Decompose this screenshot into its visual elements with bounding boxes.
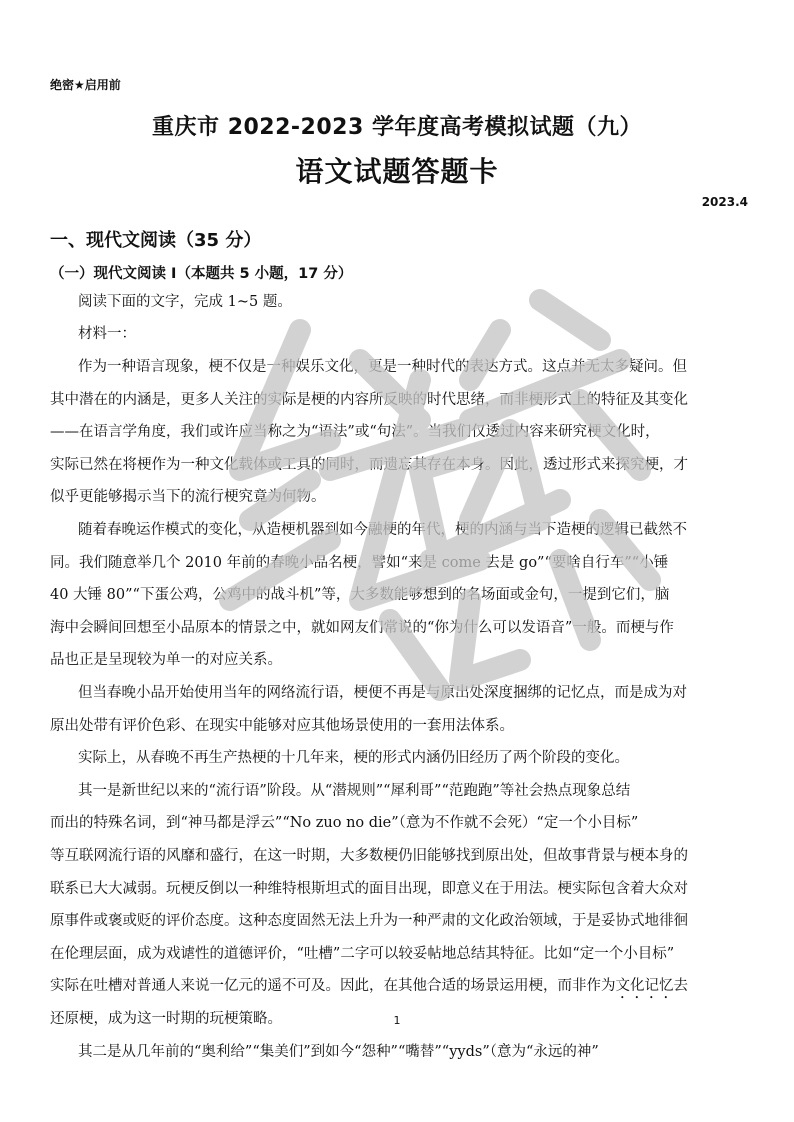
confidential-label: 绝密★启用前	[50, 78, 121, 92]
passage-line: 在伦理层面，成为戏谑性的道德评价，“吐槽”二字可以较妥帖地总结其特征。比如“定一个小目标”	[50, 945, 675, 962]
instruction-text: 阅读下面的文字，完成 1~5 题。	[78, 294, 292, 310]
passage-line: 实际在吐槽对普通人来说一亿元的遥不可及。因此，在其他合适的场景运用梗，而非作为文化记忆去	[50, 978, 688, 995]
passage-line: 海中会瞬间回想至小品原本的情景之中，就如网友们常说的“你为什么可以发语音”一般。而梗与作	[50, 619, 674, 636]
passage-line: ——在语言学角度，我们或许应当称之为“语法”或“句法”。当我们仅透过内容来研究梗文化时，	[50, 424, 660, 441]
passage-line: 联系已大大减弱。玩梗反倒以一种维特根斯坦式的面目出现，即意义在于用法。梗实际包含着大众对	[50, 880, 688, 897]
passage-line: 原出处带有评价色彩、在现实中能够对应其他场景使用的一套用法体系。	[50, 717, 514, 734]
passage-line: 同。我们随意举几个 2010 年前的春晚小品名梗，譬如“来是 come 去是 go”“要啥自行车”“小锤	[50, 554, 669, 571]
passage-line: 实际已然在将梗作为一种文化载体或工具的同时，而遗忘其存在本身。因此，透过形式来探究梗，才	[50, 456, 688, 473]
exam-title: 重庆市 2022-2023 学年度高考模拟试题（九）	[152, 115, 642, 140]
subsection-heading: （一）现代文阅读 I（本题共 5 小题，17 分）	[50, 266, 353, 282]
material-label: 材料一：	[78, 326, 136, 342]
exam-date: 2023.4	[701, 195, 748, 209]
passage-line: 实际上，从春晚不再生产热梗的十几年来，梗的形式内涵仍旧经历了两个阶段的变化。	[78, 750, 629, 767]
passage-line: 作为一种语言现象，梗不仅是一种娱乐文化，更是一种时代的表达方式。这点并无太多疑问。但	[78, 359, 687, 375]
passage-line: 其一是新世纪以来的“流行语”阶段。从“潜规则”“犀利哥”“范跑跑”等社会热点现象总结	[78, 782, 631, 799]
passage-line: 但当春晚小品开始使用当年的网络流行语，梗便不再是与原出处深度捆绑的记忆点，而是成为对	[78, 685, 687, 701]
passage-line: 随着春晚运作模式的变化，从造梗机器到如今融梗的年代，梗的内涵与当下造梗的逻辑已截然不	[78, 522, 687, 538]
passage-line: 还原梗，成为这一时期的玩梗策略。	[50, 1011, 282, 1027]
passage-line: 而出的特殊名词，到“神马都是浮云”“No zuo no die”（意为不作就不会死）“定一个小目标”	[50, 815, 639, 832]
passage-line: 其中潜在的内涵是，更多人关注的实际是梗的内容所反映的时代思绪，而非梗形式上的特征及其变化	[50, 391, 688, 408]
passage-line: 原事件或褒或贬的评价态度。这种态度固然无法上升为一种严肃的文化政治领域，于是妥协式地徘徊	[50, 913, 688, 930]
passage-line: 品也正是呈现较为单一的对应关系。	[50, 652, 282, 669]
page-number: 1	[393, 1014, 401, 1027]
section-heading: 一、现代文阅读（35 分）	[50, 230, 262, 251]
emphasized-text: 文化记忆	[615, 978, 674, 995]
passage-line: 40 大锤 80”“下蛋公鸡，公鸡中的战斗机”等，大多数能够想到的名场面或金句，一提到它们，脑	[50, 587, 670, 604]
passage-line: 其二是从几年前的“奥利给”“集美们”到如今“怨种”“嘴替”“yyds”（意为“永远的神”	[78, 1043, 599, 1060]
exam-subtitle: 语文试题答题卡	[295, 155, 499, 188]
passage-line: 似乎更能够揭示当下的流行梗究竟为何物。	[50, 489, 326, 506]
passage-line: 等互联网流行语的风靡和盛行，在这一时期，大多数梗仍旧能够找到原出处，但故事背景与梗本身的	[50, 848, 688, 864]
